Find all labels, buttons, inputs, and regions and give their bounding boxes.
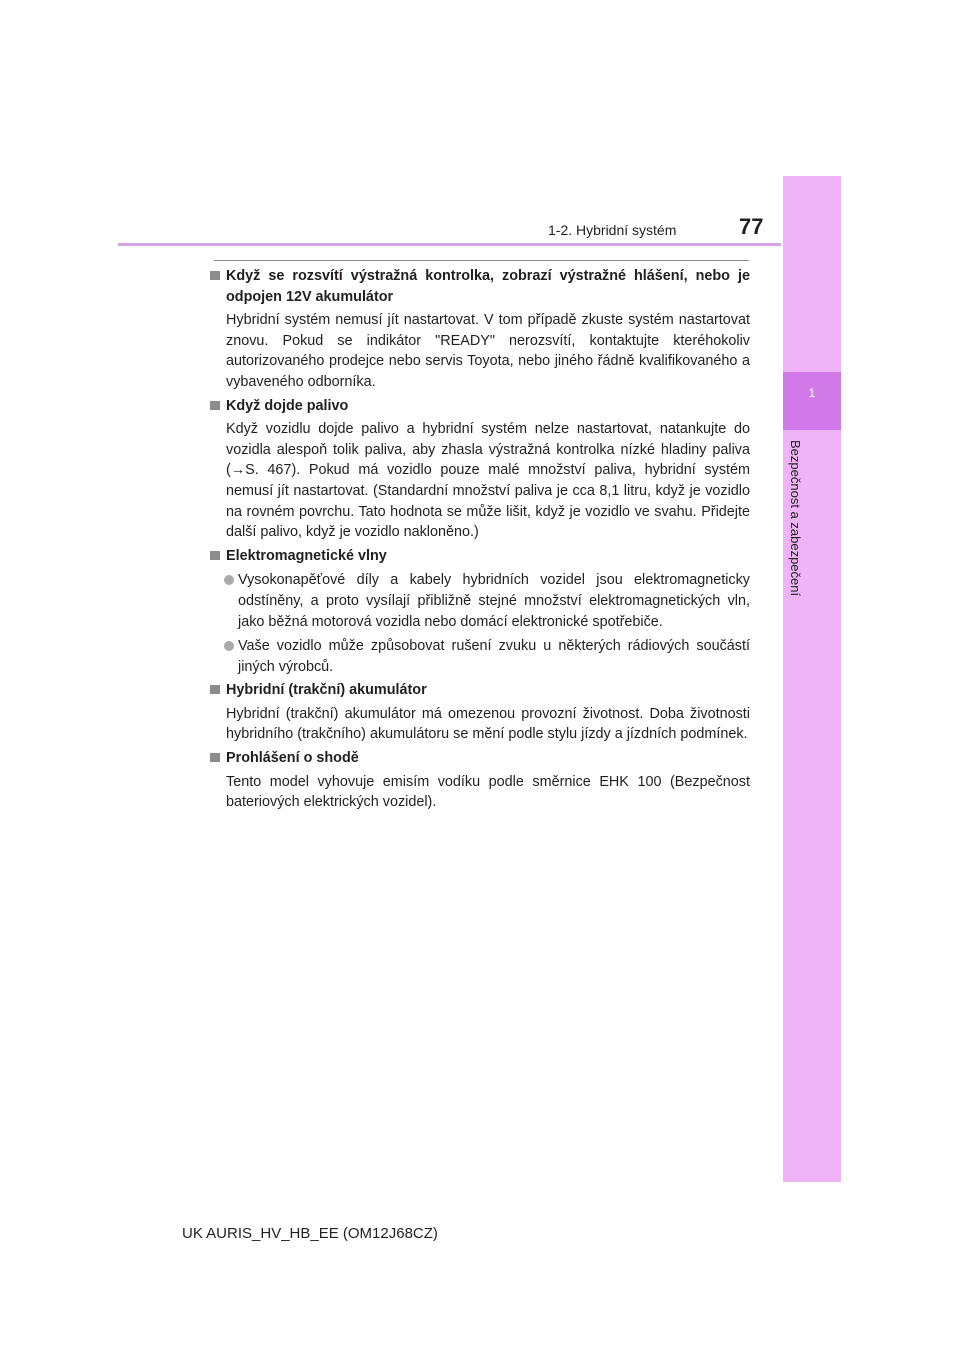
section-heading <box>210 266 750 307</box>
square-bullet-icon <box>210 401 220 410</box>
heading-text: Když se rozsvítí výstražná kontrolka, zobrazí výstražné hlášení, nebo je odpojen 12V akumulátor <box>226 268 750 305</box>
section-paragraph: Hybridní systém nemusí jít nastartovat. V tom případě zkuste systém nastartovat znovu. Pokud se indikátor "READY" nerozsvítí, kontaktujte kteréhokoliv autorizovaného prodejce nebo servis Toyota, nebo jiného řádně kvalifikovaného a vybaveného odborníka. <box>226 312 750 390</box>
chapter-title: Bezpečnost a zabezpečení <box>788 440 803 597</box>
section-out-of-fuel <box>210 396 750 543</box>
list-item-text: Vaše vozidlo může způsobovat rušení zvuku u některých rádiových součástí jiných výrobců. <box>238 638 750 675</box>
section-heading <box>210 546 750 567</box>
square-bullet-icon <box>210 753 220 762</box>
section-heading <box>210 748 750 769</box>
section-warning-light <box>210 266 750 393</box>
document-code: UK AURIS_HV_HB_EE (OM12J68CZ) <box>182 1225 438 1242</box>
section-title: 1-2. Hybridní systém <box>548 222 677 238</box>
circle-bullet-icon <box>224 575 234 585</box>
section-paragraph: Když vozidlu dojde palivo a hybridní systém nelze nastartovat, natankujte do vozidla alespoň tolik paliva, aby zhasla výstražná kontrolka nízké hladiny paliva (→S. 467). Pokud má vozidlo pouze malé množství paliva, hybridní systém nemusí jít nastartovat. (Standardní množství paliva je cca 8,1 litru, když je vozidlo na rovném povrchu. Tato hodnota se může lišit, když je vozidlo ve svahu. Přidejte další palivo, když je vozidlo nakloněno.) <box>226 421 750 541</box>
heading-text: Prohlášení o shodě <box>226 750 359 767</box>
section-paragraph: Hybridní (trakční) akumulátor má omezenou provozní životnost. Doba životnosti hybridního (trakčního) akumulátoru se mění podle stylu jízdy a jízdních podmínek. <box>226 705 750 743</box>
heading-text: Elektromagnetické vlny <box>226 547 387 564</box>
chapter-number: 1 <box>808 386 816 400</box>
list-item <box>224 636 750 677</box>
section-declaration-of-conformity <box>210 748 750 813</box>
section-electromagnetic-waves <box>210 546 750 678</box>
section-traction-battery <box>210 680 750 745</box>
content-top-rule <box>214 260 749 261</box>
square-bullet-icon <box>210 271 220 280</box>
list-item <box>224 570 750 632</box>
section-heading <box>210 680 750 701</box>
square-bullet-icon <box>210 685 220 694</box>
circle-bullet-icon <box>224 641 234 651</box>
section-heading <box>210 396 750 417</box>
list-item-text: Vysokonapěťové díly a kabely hybridních vozidel jsou elektromagneticky odstíněny, a proto vysílají přibližně stejné množství elektromagnetických vln, jako běžná motorová vozidla nebo domácí elektronické spotřebiče. <box>238 572 750 630</box>
page-number: 77 <box>739 214 764 239</box>
heading-text: Hybridní (trakční) akumulátor <box>226 682 427 699</box>
side-tab-background <box>783 176 841 1182</box>
heading-text: Když dojde palivo <box>226 397 349 414</box>
side-tab-chapter-marker <box>783 372 841 430</box>
square-bullet-icon <box>210 551 220 560</box>
section-paragraph: Tento model vyhovuje emisím vodíku podle směrnice EHK 100 (Bezpečnost bateriových elektrických vozidel). <box>226 773 750 811</box>
header-rule <box>118 243 781 246</box>
page-content <box>210 266 750 816</box>
